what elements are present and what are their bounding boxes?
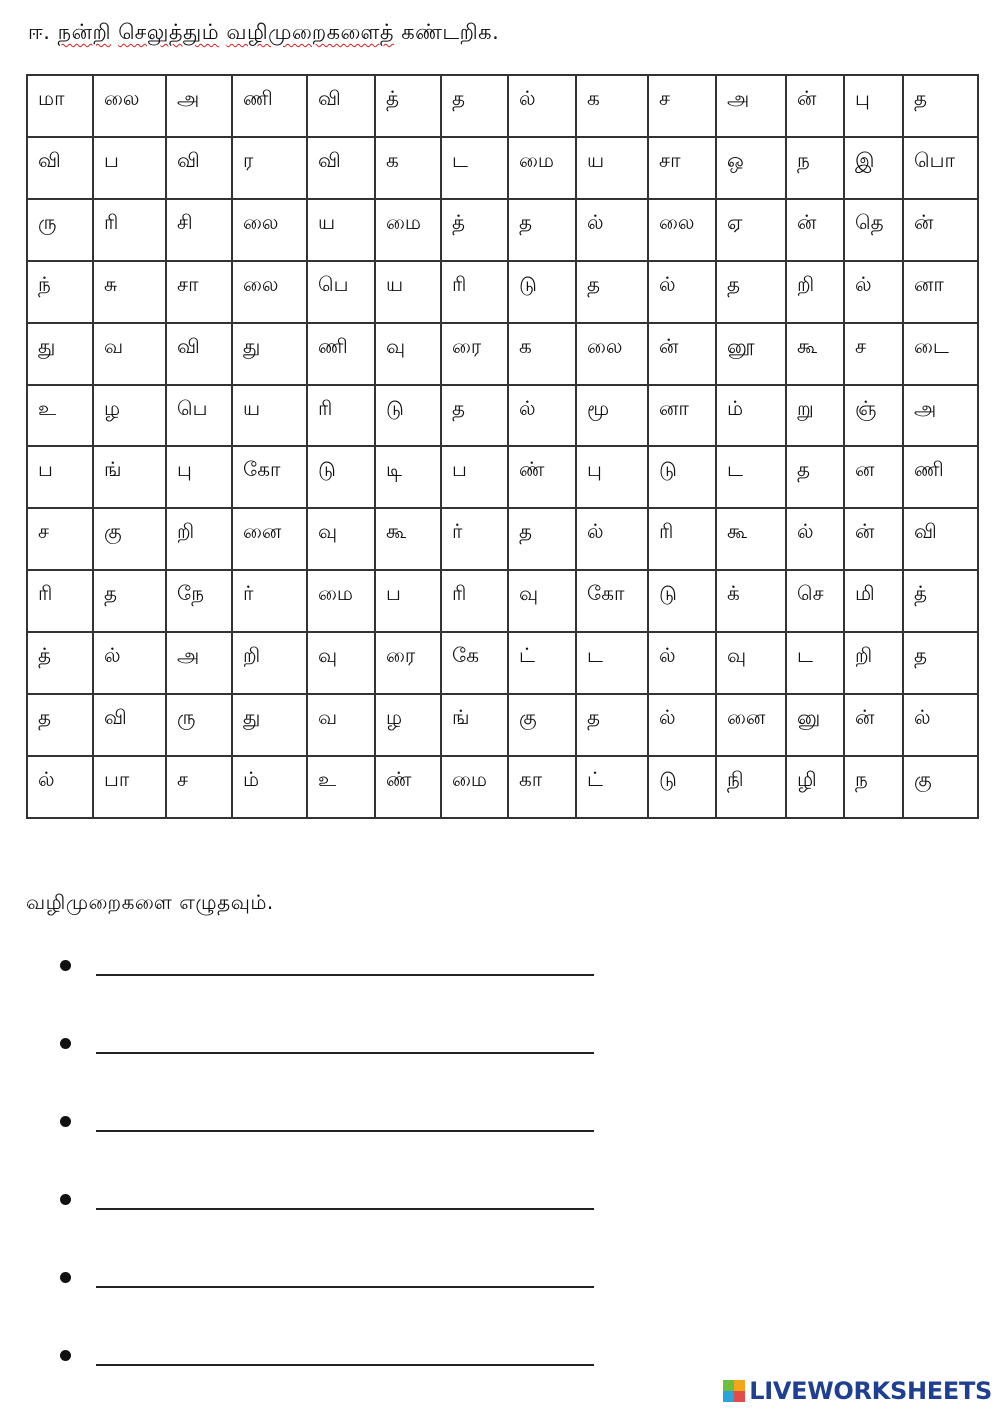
grid-cell[interactable]: டை bbox=[903, 323, 978, 385]
grid-cell[interactable]: த் bbox=[903, 570, 978, 632]
grid-cell[interactable]: றி bbox=[166, 508, 232, 570]
grid-cell[interactable]: ல் bbox=[576, 508, 648, 570]
grid-cell[interactable]: னா bbox=[648, 385, 716, 447]
grid-cell[interactable]: வு bbox=[375, 323, 441, 385]
grid-cell[interactable]: ஒ bbox=[716, 137, 786, 199]
grid-cell[interactable]: நே bbox=[166, 570, 232, 632]
grid-cell[interactable]: து bbox=[232, 323, 307, 385]
grid-cell[interactable]: பொ bbox=[903, 137, 978, 199]
logo-square bbox=[723, 1391, 734, 1402]
grid-cell[interactable]: லை bbox=[576, 323, 648, 385]
grid-cell[interactable]: ணி bbox=[232, 75, 307, 137]
grid-cell[interactable]: வி bbox=[307, 137, 375, 199]
grid-cell[interactable]: ரி bbox=[441, 261, 508, 323]
grid-cell[interactable]: ரி bbox=[441, 570, 508, 632]
grid-row bbox=[27, 199, 978, 261]
grid-cell[interactable]: வி bbox=[166, 137, 232, 199]
grid-cell[interactable]: வு bbox=[508, 570, 576, 632]
grid-cell[interactable]: வி bbox=[166, 323, 232, 385]
answer-line[interactable] bbox=[60, 1174, 620, 1252]
grid-row bbox=[27, 385, 978, 447]
grid-cell[interactable]: ய bbox=[232, 385, 307, 447]
grid-cell[interactable]: டு bbox=[307, 446, 375, 508]
grid-cell[interactable]: அ bbox=[716, 75, 786, 137]
grid-cell[interactable]: அ bbox=[903, 385, 978, 447]
grid-row bbox=[27, 446, 978, 508]
blank-write-line[interactable] bbox=[96, 1052, 594, 1054]
title-word-1: நன்றி bbox=[57, 20, 112, 44]
grid-cell[interactable]: த் bbox=[375, 75, 441, 137]
grid-cell[interactable]: கூ bbox=[786, 323, 844, 385]
grid-cell[interactable]: டு bbox=[648, 446, 716, 508]
grid-row bbox=[27, 694, 978, 756]
grid-cell[interactable]: டு bbox=[508, 261, 576, 323]
grid-cell[interactable]: ல் bbox=[844, 261, 903, 323]
grid-cell[interactable]: ச bbox=[648, 75, 716, 137]
grid-cell[interactable]: ரி bbox=[93, 199, 166, 261]
grid-cell[interactable]: ல் bbox=[93, 632, 166, 694]
grid-cell[interactable]: கு bbox=[508, 694, 576, 756]
grid-cell[interactable]: வ bbox=[307, 694, 375, 756]
grid-cell[interactable]: ங் bbox=[93, 446, 166, 508]
blank-write-line[interactable] bbox=[96, 1208, 594, 1210]
grid-cell[interactable]: டு bbox=[375, 385, 441, 447]
grid-row bbox=[27, 75, 978, 137]
liveworksheets-logo-icon bbox=[723, 1380, 745, 1402]
grid-cell[interactable]: க bbox=[508, 323, 576, 385]
grid-cell[interactable]: சு bbox=[93, 261, 166, 323]
grid-cell[interactable]: சா bbox=[648, 137, 716, 199]
grid-cell[interactable]: து bbox=[232, 694, 307, 756]
blank-write-line[interactable] bbox=[96, 1286, 594, 1288]
worksheet-title bbox=[28, 20, 499, 47]
grid-cell[interactable]: ப bbox=[375, 570, 441, 632]
grid-cell[interactable]: ன் bbox=[844, 694, 903, 756]
grid-cell[interactable]: த bbox=[441, 385, 508, 447]
grid-cell[interactable]: க bbox=[576, 75, 648, 137]
grid-cell[interactable]: பு bbox=[844, 75, 903, 137]
grid-cell[interactable]: ச bbox=[844, 323, 903, 385]
grid-cell[interactable]: த் bbox=[441, 199, 508, 261]
grid-cell[interactable]: லை bbox=[232, 261, 307, 323]
grid-cell[interactable]: த bbox=[508, 199, 576, 261]
grid-cell[interactable]: ன் bbox=[844, 508, 903, 570]
grid-cell[interactable]: இ bbox=[844, 137, 903, 199]
grid-cell[interactable]: ண் bbox=[375, 756, 441, 818]
grid-cell[interactable]: த bbox=[576, 261, 648, 323]
grid-cell[interactable]: ர் bbox=[232, 570, 307, 632]
answer-line[interactable] bbox=[60, 1096, 620, 1174]
grid-cell[interactable]: தெ bbox=[844, 199, 903, 261]
grid-cell[interactable]: மை bbox=[441, 756, 508, 818]
grid-cell[interactable]: னை bbox=[232, 508, 307, 570]
grid-cell[interactable]: வி bbox=[903, 508, 978, 570]
grid-row bbox=[27, 137, 978, 199]
grid-cell[interactable]: ர் bbox=[441, 508, 508, 570]
grid-row bbox=[27, 570, 978, 632]
answer-line[interactable] bbox=[60, 1018, 620, 1096]
grid-cell[interactable]: ணி bbox=[307, 323, 375, 385]
grid-cell[interactable]: வ bbox=[93, 323, 166, 385]
title-prefix: ஈ. bbox=[28, 20, 58, 44]
grid-cell[interactable]: ன் bbox=[648, 323, 716, 385]
grid-cell[interactable]: ப bbox=[93, 137, 166, 199]
title-word-3: வழிமுறைகளைத் bbox=[226, 20, 395, 44]
logo-square bbox=[734, 1380, 745, 1391]
grid-cell[interactable]: கூ bbox=[375, 508, 441, 570]
grid-cell[interactable]: ரி bbox=[648, 508, 716, 570]
grid-cell[interactable]: கு bbox=[903, 756, 978, 818]
grid-cell[interactable]: ழி bbox=[786, 756, 844, 818]
grid-cell[interactable]: க bbox=[375, 137, 441, 199]
grid-cell[interactable]: கூ bbox=[716, 508, 786, 570]
grid-row bbox=[27, 632, 978, 694]
grid-cell[interactable]: செ bbox=[786, 570, 844, 632]
grid-cell[interactable]: த bbox=[508, 508, 576, 570]
grid-cell[interactable]: ய bbox=[375, 261, 441, 323]
instruction-heading: வழிமுறைகளை எழுதவும். bbox=[26, 890, 274, 914]
grid-cell[interactable]: ட bbox=[716, 446, 786, 508]
grid-cell[interactable]: ம் bbox=[716, 385, 786, 447]
grid-cell[interactable]: லை bbox=[93, 75, 166, 137]
grid-cell[interactable]: ம் bbox=[232, 756, 307, 818]
grid-cell[interactable]: டி bbox=[375, 446, 441, 508]
grid-cell[interactable]: ல் bbox=[786, 508, 844, 570]
grid-cell[interactable]: உ bbox=[307, 756, 375, 818]
grid-cell[interactable]: கோ bbox=[232, 446, 307, 508]
grid-cell[interactable]: ரி bbox=[27, 570, 93, 632]
bullet-icon bbox=[60, 1038, 71, 1049]
bullet-icon bbox=[60, 1116, 71, 1127]
grid-cell[interactable]: ட bbox=[786, 632, 844, 694]
grid-cell[interactable]: ண் bbox=[508, 446, 576, 508]
grid-cell[interactable]: த் bbox=[27, 632, 93, 694]
grid-cell[interactable]: த bbox=[27, 694, 93, 756]
grid-cell[interactable]: னூ bbox=[716, 323, 786, 385]
grid-cell[interactable]: ப bbox=[441, 446, 508, 508]
grid-cell[interactable]: ரை bbox=[441, 323, 508, 385]
grid-cell[interactable]: த bbox=[786, 446, 844, 508]
grid-cell[interactable]: ல் bbox=[648, 694, 716, 756]
word-search-grid bbox=[26, 74, 979, 819]
grid-cell[interactable]: ப bbox=[27, 446, 93, 508]
grid-cell[interactable]: ந bbox=[844, 756, 903, 818]
grid-cell[interactable]: ல் bbox=[27, 756, 93, 818]
blank-write-line[interactable] bbox=[96, 1130, 594, 1132]
title-suffix: கண்டறிக. bbox=[394, 20, 500, 44]
grid-cell[interactable]: ரு bbox=[27, 199, 93, 261]
grid-cell[interactable]: றி bbox=[786, 261, 844, 323]
liveworksheets-watermark bbox=[723, 1378, 992, 1404]
grid-cell[interactable]: சா bbox=[166, 261, 232, 323]
grid-cell[interactable]: த bbox=[903, 632, 978, 694]
grid-cell[interactable]: ங் bbox=[441, 694, 508, 756]
grid-cell[interactable]: ழ bbox=[375, 694, 441, 756]
answer-line[interactable] bbox=[60, 1252, 620, 1330]
grid-cell[interactable]: கோ bbox=[576, 570, 648, 632]
grid-cell[interactable]: வு bbox=[716, 632, 786, 694]
grid-cell[interactable]: ல் bbox=[903, 694, 978, 756]
grid-cell[interactable]: வு bbox=[307, 632, 375, 694]
grid-cell[interactable]: று bbox=[786, 385, 844, 447]
grid-cell[interactable]: ணி bbox=[903, 446, 978, 508]
grid-cell[interactable]: பெ bbox=[166, 385, 232, 447]
watermark-text: LIVEWORKSHEETS bbox=[749, 1377, 992, 1405]
grid-cell[interactable]: ல் bbox=[508, 385, 576, 447]
grid-cell[interactable]: ட் bbox=[508, 632, 576, 694]
grid-cell[interactable]: வி bbox=[307, 75, 375, 137]
grid-cell[interactable]: னை bbox=[716, 694, 786, 756]
grid-cell[interactable]: மூ bbox=[576, 385, 648, 447]
grid-cell[interactable]: ட் bbox=[576, 756, 648, 818]
grid-cell[interactable]: கு bbox=[93, 508, 166, 570]
grid-cell[interactable]: த bbox=[441, 75, 508, 137]
grid-cell[interactable]: னு bbox=[786, 694, 844, 756]
grid-cell[interactable]: ன் bbox=[786, 75, 844, 137]
grid-cell[interactable]: ன் bbox=[786, 199, 844, 261]
grid-cell[interactable]: டு bbox=[648, 570, 716, 632]
grid-cell[interactable]: ய bbox=[576, 137, 648, 199]
grid-cell[interactable]: த bbox=[93, 570, 166, 632]
grid-row bbox=[27, 261, 978, 323]
grid-cell[interactable]: ர bbox=[232, 137, 307, 199]
grid-cell[interactable]: கே bbox=[441, 632, 508, 694]
grid-cell[interactable]: ன் bbox=[903, 199, 978, 261]
grid-cell[interactable]: பு bbox=[166, 446, 232, 508]
bullet-icon bbox=[60, 1350, 71, 1361]
grid-cell[interactable]: லை bbox=[232, 199, 307, 261]
logo-square bbox=[723, 1380, 734, 1391]
grid-cell[interactable]: மை bbox=[508, 137, 576, 199]
grid-cell[interactable]: ன bbox=[844, 446, 903, 508]
grid-cell[interactable]: ரி bbox=[307, 385, 375, 447]
grid-cell[interactable]: ட bbox=[576, 632, 648, 694]
answer-line[interactable] bbox=[60, 940, 620, 1018]
grid-cell[interactable]: பா bbox=[93, 756, 166, 818]
logo-square bbox=[734, 1391, 745, 1402]
grid-cell[interactable]: வி bbox=[27, 137, 93, 199]
bullet-icon bbox=[60, 960, 71, 971]
grid-cell[interactable]: ச bbox=[27, 508, 93, 570]
grid-row bbox=[27, 323, 978, 385]
grid-cell[interactable]: ச bbox=[166, 756, 232, 818]
answer-lines bbox=[60, 940, 620, 1408]
grid-cell[interactable]: ரை bbox=[375, 632, 441, 694]
grid-cell[interactable]: க் bbox=[716, 570, 786, 632]
grid-cell[interactable]: றி bbox=[232, 632, 307, 694]
grid-cell[interactable]: ய bbox=[307, 199, 375, 261]
grid-cell[interactable]: ந் bbox=[27, 261, 93, 323]
grid-cell[interactable]: ட bbox=[441, 137, 508, 199]
grid-cell[interactable]: ழ bbox=[93, 385, 166, 447]
grid-cell[interactable]: றி bbox=[844, 632, 903, 694]
bullet-icon bbox=[60, 1194, 71, 1205]
grid-row bbox=[27, 756, 978, 818]
grid-cell[interactable]: வு bbox=[307, 508, 375, 570]
grid-cell[interactable]: பெ bbox=[307, 261, 375, 323]
grid-row bbox=[27, 508, 978, 570]
blank-write-line[interactable] bbox=[96, 1364, 594, 1366]
title-word-2: செலுத்தும் bbox=[118, 20, 220, 44]
grid-cell[interactable]: மை bbox=[375, 199, 441, 261]
grid-cell[interactable]: நி bbox=[716, 756, 786, 818]
grid-cell[interactable]: ல் bbox=[508, 75, 576, 137]
grid-cell[interactable]: உ bbox=[27, 385, 93, 447]
grid-cell[interactable]: ஞ் bbox=[844, 385, 903, 447]
grid-cell[interactable]: கா bbox=[508, 756, 576, 818]
grid-cell[interactable]: பு bbox=[576, 446, 648, 508]
grid-cell[interactable]: ந bbox=[786, 137, 844, 199]
grid-cell[interactable]: டு bbox=[648, 756, 716, 818]
grid-cell[interactable]: ல் bbox=[648, 261, 716, 323]
grid-cell[interactable]: சி bbox=[166, 199, 232, 261]
grid-cell[interactable]: மா bbox=[27, 75, 93, 137]
grid-cell[interactable]: மி bbox=[844, 570, 903, 632]
grid-cell[interactable]: ல் bbox=[648, 632, 716, 694]
grid-cell[interactable]: அ bbox=[166, 75, 232, 137]
grid-cell[interactable]: வி bbox=[93, 694, 166, 756]
grid-cell[interactable]: து bbox=[27, 323, 93, 385]
blank-write-line[interactable] bbox=[96, 974, 594, 976]
grid-cell[interactable]: த bbox=[576, 694, 648, 756]
answer-line[interactable] bbox=[60, 1330, 620, 1408]
grid-cell[interactable]: ரு bbox=[166, 694, 232, 756]
grid-cell[interactable]: அ bbox=[166, 632, 232, 694]
grid-cell[interactable]: ஏ bbox=[716, 199, 786, 261]
bullet-icon bbox=[60, 1272, 71, 1283]
grid-cell[interactable]: லை bbox=[648, 199, 716, 261]
grid-cell[interactable]: ல் bbox=[576, 199, 648, 261]
grid-cell[interactable]: த bbox=[903, 75, 978, 137]
grid-cell[interactable]: த bbox=[716, 261, 786, 323]
grid-cell[interactable]: னா bbox=[903, 261, 978, 323]
grid-cell[interactable]: மை bbox=[307, 570, 375, 632]
